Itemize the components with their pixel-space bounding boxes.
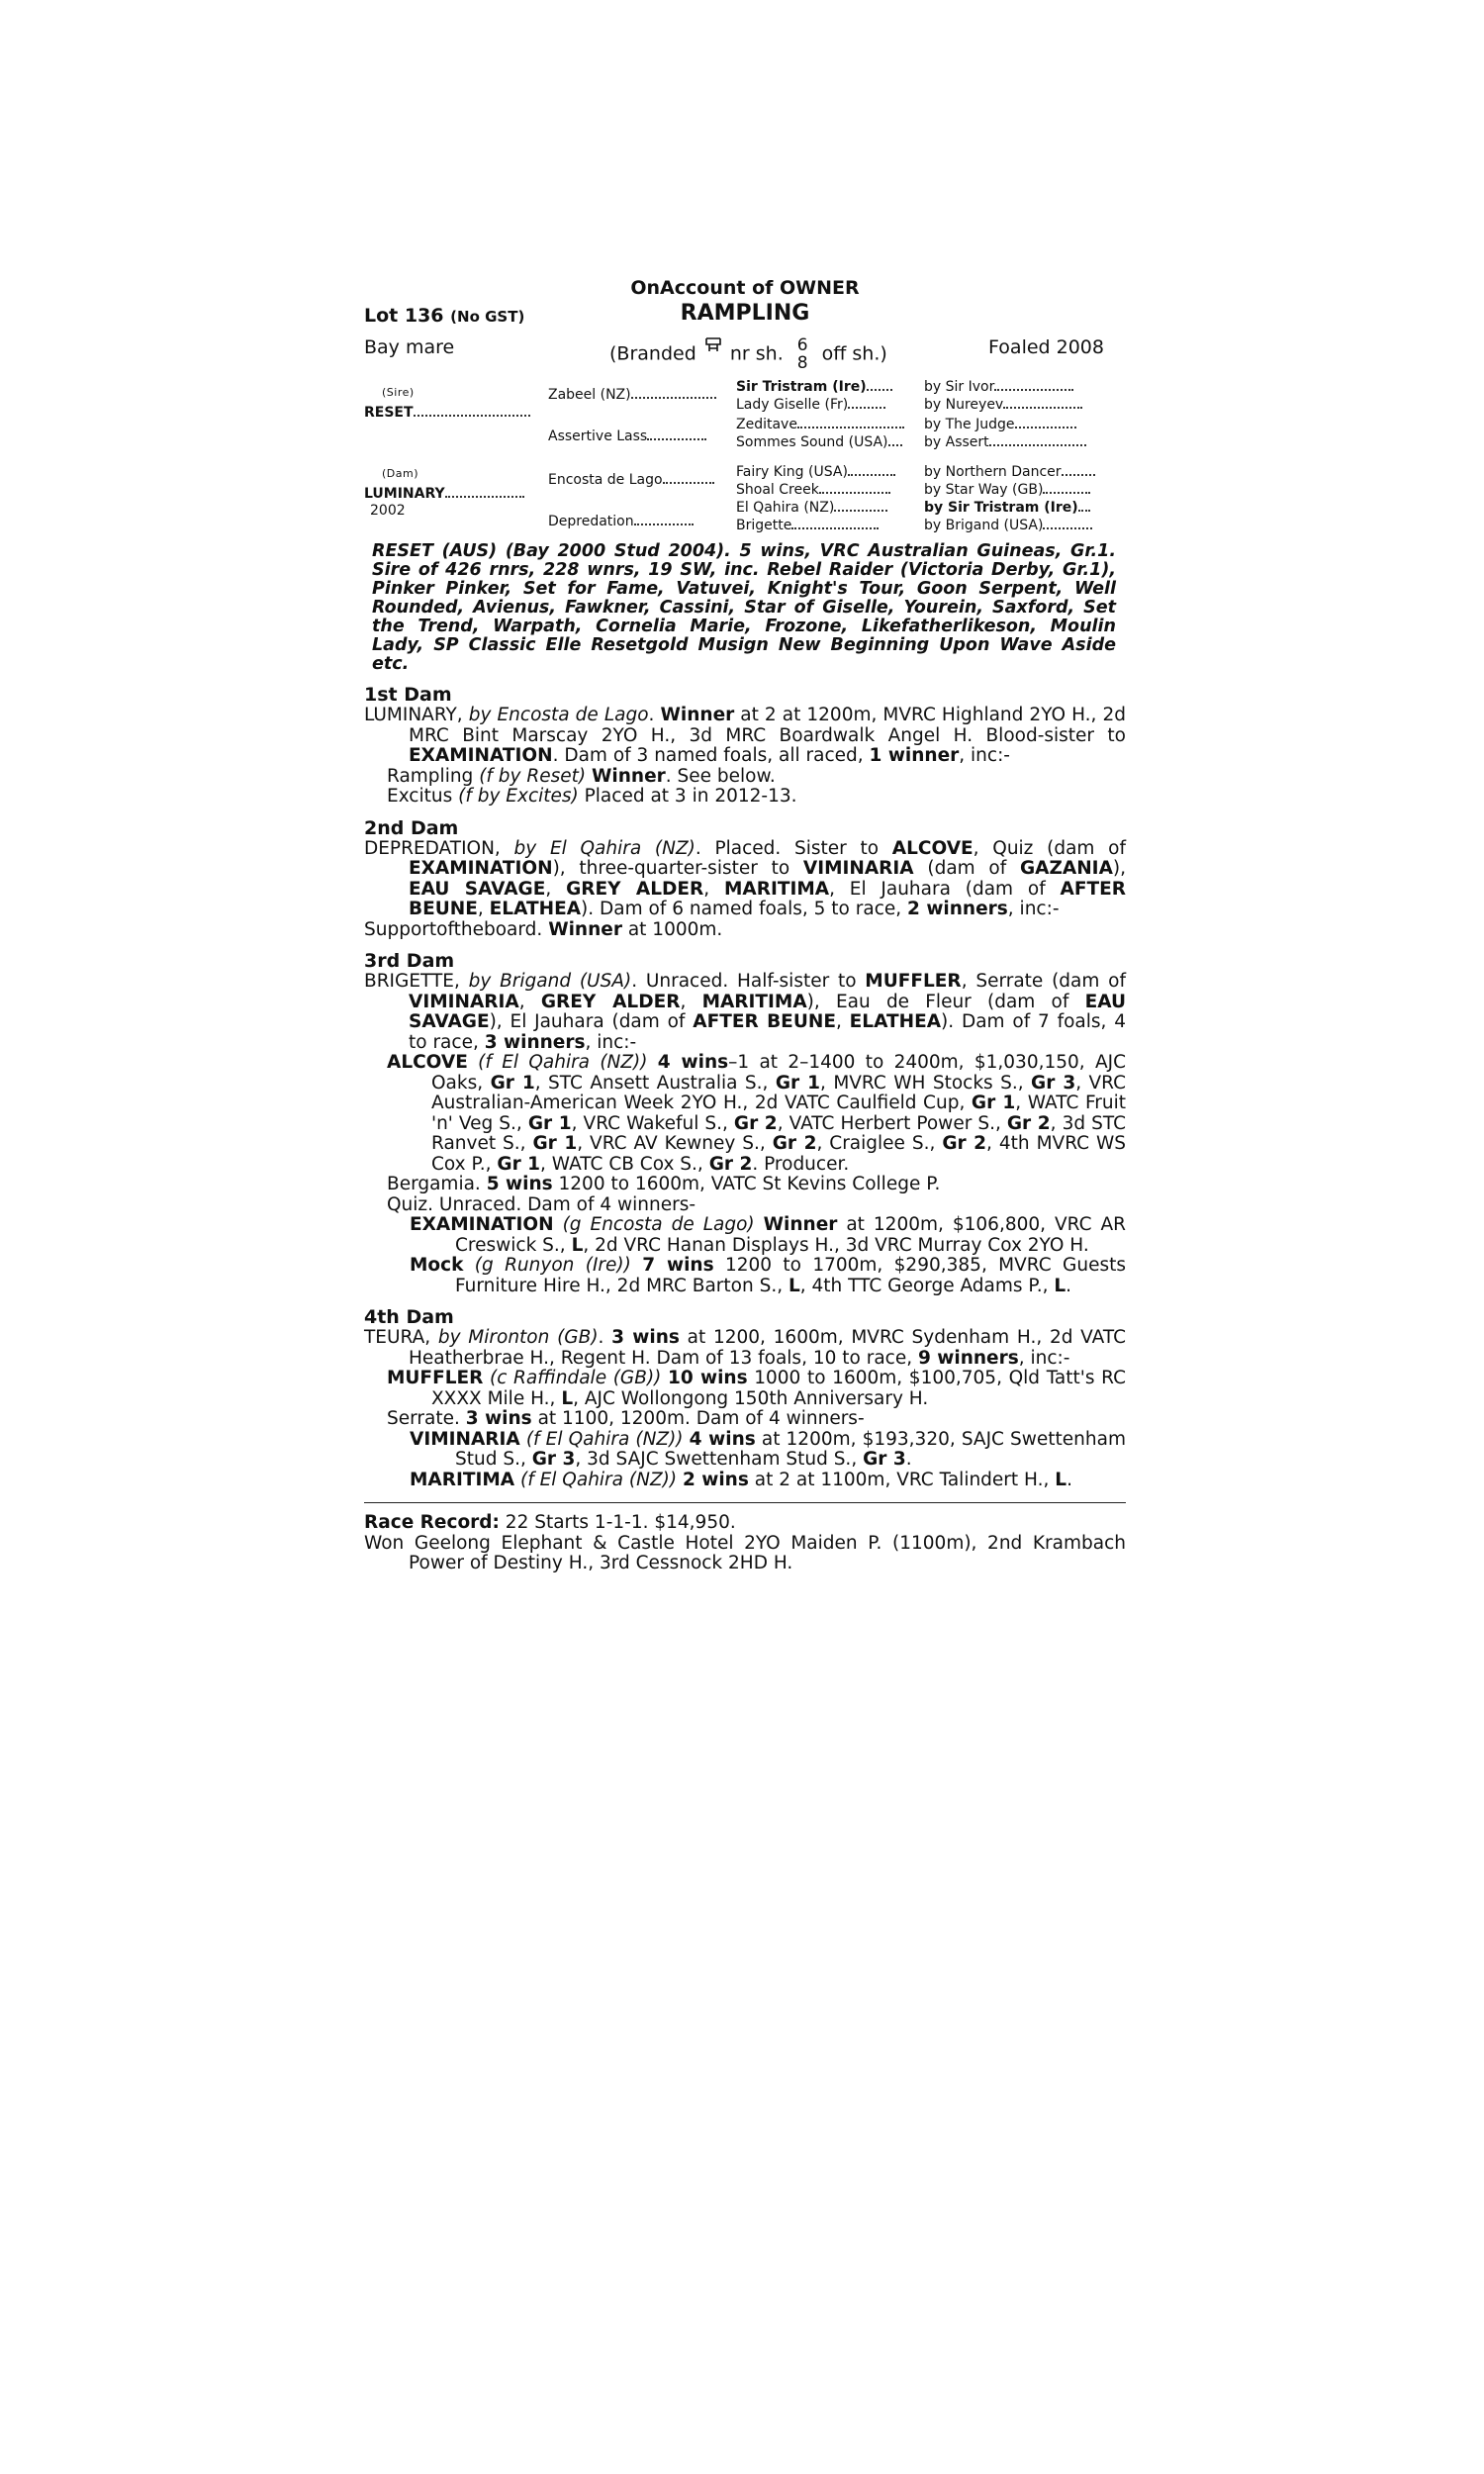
gg-sire-6 <box>924 481 1090 498</box>
bold-text: ELATHEA <box>849 1011 942 1032</box>
grade: Gr 1 <box>775 1072 821 1094</box>
text: at 2 at 1200m, MVRC Highland 2YO H., 2d MRC Bint Marscay 2YO H., 3d MRC Boardwalk Angel H. Blood-sister to <box>409 705 1126 746</box>
gg-sire-1-text: by Sir Ivor <box>924 379 995 395</box>
grandsire-1 <box>548 386 716 403</box>
granddam-1 <box>548 428 706 444</box>
text: . Unraced. Half-sister to <box>631 971 866 992</box>
horse-name: Serrate. <box>387 1408 466 1429</box>
second-dam-section <box>364 817 1126 941</box>
dot-leader <box>631 386 716 399</box>
sire-ref: by Brigand (USA) <box>459 971 632 992</box>
horse-sire: (c Raffindale (GB)) <box>483 1368 669 1388</box>
text: , <box>835 1011 850 1032</box>
grandsire-1-text: Zabeel (NZ) <box>548 387 631 403</box>
grade: Gr 1 <box>490 1072 535 1094</box>
quiz-entry: Quiz. Unraced. Dam of 4 winners- <box>387 1193 696 1215</box>
text: ). Dam of 6 named foals, 5 to race, <box>581 899 908 919</box>
dot-leader <box>994 378 1073 391</box>
foal-name: Excitus <box>387 786 459 807</box>
bold-text: ELATHEA <box>489 899 582 919</box>
granddam-2 <box>548 513 694 529</box>
dot-leader <box>989 433 1086 446</box>
vendor-line: OnAccount of OWNER <box>630 277 860 299</box>
bold-text: EAU SAVAGE <box>409 878 546 900</box>
dot-leader <box>414 404 530 417</box>
foal-sire: (f by Excites) <box>458 786 585 807</box>
bold-text: 3 wins <box>465 1408 532 1429</box>
ggparent-3-text: Zeditave <box>736 417 797 432</box>
ggparent-5-text: Fairy King (USA) <box>736 464 848 480</box>
dam-name: BRIGETTE, <box>364 971 460 992</box>
text: , <box>703 878 724 900</box>
horse-sire: (g Encosta de Lago) <box>553 1214 764 1235</box>
gg-sire-3 <box>924 416 1076 432</box>
grandsire-2 <box>548 471 714 488</box>
dam-name: LUMINARY, <box>364 705 463 725</box>
grade: Gr 1 <box>497 1153 541 1175</box>
second-dam-heading: 2nd Dam <box>364 816 459 839</box>
foal-entry-supportoftheboard <box>364 920 1126 941</box>
third-dam-heading: 3rd Dam <box>364 950 455 972</box>
text: ), El Jauhara (dam of <box>489 1011 694 1032</box>
ggparent-6 <box>736 481 890 498</box>
sire-ref: by El Qahira (NZ) <box>500 837 696 859</box>
examination-entry <box>364 1215 1126 1256</box>
text: , VATC Herbert Power S., <box>777 1112 1007 1134</box>
race-record-detail: Won Geelong Elephant & Castle Hotel 2YO Maiden P. (1100m), 2nd Krambach Power of Destiny H., 3rd Cessnock 2HD H. <box>364 1532 1126 1573</box>
grade: Gr 3 <box>1031 1072 1076 1094</box>
dot-leader <box>1043 517 1092 529</box>
ggparent-4 <box>736 433 902 450</box>
granddam-2-text: Depredation <box>548 514 634 529</box>
brand-offside-number <box>797 336 808 372</box>
text: , 4th MVRC WS Cox P., <box>431 1133 1127 1175</box>
bold-text: GREY ALDER <box>540 991 681 1012</box>
horse-sire: (f El Qahira (NZ)) <box>467 1052 658 1073</box>
lot-row <box>364 301 1126 331</box>
ggparent-3 <box>736 416 904 432</box>
horse-name: MARITIMA <box>410 1469 515 1490</box>
text: , VRC Wakeful S., <box>571 1112 734 1134</box>
text: , <box>545 878 567 900</box>
race-record <box>364 1513 1126 1534</box>
bold-text: EAU SAVAGE <box>409 991 1127 1032</box>
text: , <box>518 991 541 1012</box>
text: , STC Ansett Australia S., <box>534 1072 776 1094</box>
pedigree-table <box>364 372 1126 532</box>
text: at 1200m, $106,800, VRC AR Creswick S., <box>455 1214 1126 1256</box>
text: , AJC Wollongong 150th Anniversary H. <box>573 1387 929 1409</box>
ggparent-7-text: El Qahira (NZ) <box>736 500 835 516</box>
grade: Gr 2 <box>772 1133 817 1154</box>
text: . <box>1067 1469 1072 1490</box>
text: , inc:- <box>1018 1347 1070 1369</box>
horse-name: ALCOVE <box>387 1052 468 1073</box>
text: , El Jauhara (dam of <box>829 878 1061 900</box>
brand-num-top: 6 <box>796 335 808 355</box>
grade: Gr 2 <box>708 1153 753 1175</box>
text: at 1100, 1200m. Dam of 4 winners- <box>531 1408 865 1429</box>
text: , 4th TTC George Adams P., <box>799 1275 1055 1296</box>
race-record-value: 22 Starts 1-1-1. $14,950. <box>499 1512 736 1533</box>
lot-label: Lot 136 <box>364 305 444 327</box>
sire-label: (Sire) <box>382 386 415 399</box>
bold-text: 3 winners <box>484 1031 586 1053</box>
bold-text: EXAMINATION <box>409 745 553 766</box>
bold-text: Winner <box>763 1214 838 1235</box>
grade: Gr 3 <box>531 1449 576 1470</box>
horse-name: VIMINARIA <box>410 1428 520 1450</box>
horse-sex: Bay mare <box>364 336 455 358</box>
text: , inc:- <box>959 745 1010 766</box>
text: , VRC Australian-American Week 2YO H., 2d VATC Caulfield Cup, <box>431 1072 1127 1113</box>
text: , Craiglee S., <box>816 1133 943 1154</box>
dam-name <box>364 485 524 502</box>
viminaria-entry <box>364 1430 1126 1471</box>
gst-note: (No GST) <box>450 308 525 326</box>
dam-foal-year: 2002 <box>370 503 406 519</box>
muffler-entry <box>364 1369 1126 1409</box>
brand-info <box>609 336 887 372</box>
ggparent-5 <box>736 463 895 480</box>
third-dam-entry <box>364 972 1126 1053</box>
text: , WATC CB Cox S., <box>540 1153 709 1175</box>
grade: L <box>561 1387 574 1409</box>
grade: Gr 2 <box>942 1133 987 1154</box>
horse-name: EXAMINATION <box>410 1214 554 1235</box>
text: . See below. <box>665 765 776 787</box>
description-row <box>364 331 1126 372</box>
foaled-year: Foaled 2008 <box>988 336 1104 358</box>
sire-ref: by Mironton (GB) <box>430 1327 599 1348</box>
mock-entry <box>364 1256 1126 1296</box>
bold-text: 7 wins <box>642 1255 714 1276</box>
foal-entry-rampling <box>364 767 1126 788</box>
bold-text: 1 winner <box>869 745 960 766</box>
text: , <box>680 991 702 1012</box>
gg-sire-5 <box>924 463 1095 480</box>
text: . <box>648 705 661 725</box>
dot-leader <box>791 517 879 529</box>
dam-name: TEURA, <box>364 1327 431 1348</box>
horse-sire: (f El Qahira (NZ)) <box>514 1469 683 1490</box>
bold-text: MUFFLER <box>865 971 962 992</box>
gg-sire-5-text: by Northern Dancer <box>924 464 1062 480</box>
grade: L <box>1055 1469 1067 1490</box>
text: , 2d VRC Hanan Displays H., 3d VRC Murray Cox 2YO H. <box>583 1234 1089 1256</box>
bold-text: Winner <box>591 765 666 787</box>
fourth-dam-entry <box>364 1328 1126 1369</box>
granddam-1-text: Assertive Lass <box>548 428 648 444</box>
dot-leader <box>797 416 904 428</box>
ggparent-1 <box>736 378 892 395</box>
text: at 1200, 1600m, MVRC Sydenham H., 2d VATC Heatherbrae H., Regent H. Dam of 13 foals, 10 to race, <box>409 1327 1127 1369</box>
dam-text: LUMINARY <box>364 486 445 502</box>
dot-leader <box>1003 396 1082 409</box>
horse-sire: (g Runyon (Ire)) <box>463 1255 643 1276</box>
bold-text: EXAMINATION <box>409 858 553 879</box>
grade: Gr 1 <box>532 1133 578 1154</box>
fourth-dam-heading: 4th Dam <box>364 1306 454 1328</box>
sire-ref: by Encosta de Lago <box>468 705 649 725</box>
text: . Dam of 3 named foals, all raced, <box>552 745 870 766</box>
gg-sire-3-text: by The Judge <box>924 417 1015 432</box>
bold-text: 3 wins <box>611 1327 680 1348</box>
gg-sire-4-text: by Assert <box>924 434 989 450</box>
first-dam-section <box>364 684 1126 808</box>
grade: L <box>1054 1275 1067 1296</box>
bold-text: Winner <box>660 705 735 725</box>
grade: Gr 2 <box>1006 1112 1051 1134</box>
ggparent-8-text: Brigette <box>736 518 792 533</box>
horse-name: RAMPLING <box>680 301 810 326</box>
bold-text: 2 winners <box>907 899 1008 919</box>
bold-text: Winner <box>548 918 622 940</box>
ggparent-6-text: Shoal Creek <box>736 482 819 498</box>
grade: Gr 3 <box>863 1449 906 1470</box>
text: 1200 to 1600m, VATC St Kevins College P. <box>552 1174 941 1194</box>
dot-leader <box>634 513 694 525</box>
text: , inc:- <box>585 1031 637 1053</box>
second-dam-entry <box>364 839 1126 920</box>
foal-name: Rampling <box>387 765 480 787</box>
bold-text: MARITIMA <box>723 878 830 900</box>
ggparent-7 <box>736 499 887 516</box>
bold-text: 10 wins <box>668 1368 748 1388</box>
section-divider <box>364 1502 1126 1503</box>
dot-leader <box>1078 499 1090 512</box>
text: , VRC AV Kewney S., <box>577 1133 773 1154</box>
sire-summary: RESET (AUS) (Bay 2000 Stud 2004). 5 wins, VRC Australian Guineas, Gr.1. Sire of 426 rnrs, 228 wnrs, 19 SW, inc. Rebel Raider (Victoria Derby, Gr.1), Pinker Pinker, Set for Fame, Vatuvei, Knight's Tour, Goon Serpent, Well Rounded, Avienus, Fawkner, Cassini, Star of Giselle, Yourein, Saxford, Set the Trend, Warpath, Cornelia Marie, Frozone, Likefatherlikeson, Moulin Lady, SP Classic Elle Resetgold Musign New Beginning Upon Wave Aside etc. <box>372 541 1116 674</box>
text: ), <box>1112 858 1126 879</box>
first-dam-heading: 1st Dam <box>364 684 452 706</box>
gg-sire-8-text: by Brigand (USA) <box>924 518 1044 533</box>
grade: L <box>571 1234 584 1256</box>
bold-text: MARITIMA <box>701 991 807 1012</box>
ggparent-2 <box>736 396 885 413</box>
text: , WATC Fruit 'n' Veg S., <box>431 1093 1126 1134</box>
dot-leader <box>848 396 885 409</box>
text: , 3d STC Ranvet S., <box>431 1112 1126 1154</box>
grade: Gr 2 <box>733 1112 778 1134</box>
gg-sire-7 <box>924 499 1090 516</box>
bold-text: 2 wins <box>682 1469 749 1490</box>
dot-leader <box>1062 463 1095 476</box>
text: , inc:- <box>1007 899 1060 919</box>
bold-text: 4 wins <box>689 1428 756 1450</box>
alcove-entry <box>364 1053 1126 1175</box>
bold-text: GREY ALDER <box>566 878 704 900</box>
text: 1000 to 1600m, $100,705, Qld Tatt's RC XXXX Mile H., <box>431 1368 1126 1409</box>
fourth-dam-section <box>364 1306 1126 1490</box>
horse-name: MUFFLER <box>387 1368 484 1388</box>
horse-name: Mock <box>410 1255 464 1276</box>
bold-text: 4 wins <box>657 1052 729 1073</box>
dot-leader <box>1015 416 1076 428</box>
dot-leader <box>663 471 714 484</box>
brand-num-bottom: 8 <box>796 353 808 373</box>
first-dam-entry <box>364 706 1126 767</box>
text: . <box>1066 1275 1072 1296</box>
dot-leader <box>867 378 892 391</box>
dot-leader <box>819 481 890 494</box>
text: Placed at 3 in 2012-13. <box>584 786 797 807</box>
serrate-entry <box>364 1409 1126 1430</box>
gg-sire-2-text: by Nureyev <box>924 397 1004 413</box>
grade: Gr 1 <box>527 1112 572 1134</box>
text: at 1200m, $193,320, SAJC Swettenham Stud S., <box>455 1428 1126 1470</box>
sire-name <box>364 404 530 421</box>
text: . Producer. <box>752 1153 850 1175</box>
bold-text: VIMINARIA <box>409 991 519 1012</box>
gg-sire-1 <box>924 378 1073 395</box>
foal-sire: (f by Reset) <box>479 765 592 787</box>
ggparent-4-text: Sommes Sound (USA) <box>736 434 888 450</box>
brand-near-side: nr sh. <box>729 342 784 365</box>
horse-sire: (f El Qahira (NZ)) <box>519 1428 690 1450</box>
bold-text: ALCOVE <box>891 837 974 859</box>
text: , 3d SAJC Swettenham Stud S., <box>575 1449 864 1470</box>
brand-off-side: off sh.) <box>821 342 887 365</box>
bold-text: 9 winners <box>917 1347 1019 1369</box>
text: ). Dam of 7 foals, 4 to race, <box>409 1011 1126 1053</box>
ggparent-8 <box>736 517 879 533</box>
bergamia-entry <box>364 1175 1126 1195</box>
text: (dam of <box>913 858 1020 879</box>
dot-leader <box>834 499 887 512</box>
text: at 2 at 1100m, VRC Talindert H., <box>748 1469 1056 1490</box>
ggparent-1-text: Sir Tristram (Ire) <box>736 379 867 395</box>
gg-sire-4 <box>924 433 1086 450</box>
bold-text: 5 wins <box>486 1174 553 1194</box>
third-dam-section <box>364 950 1126 1296</box>
horse-name: Bergamia. <box>387 1174 487 1194</box>
text: ), Eau de Fleur (dam of <box>806 991 1085 1012</box>
bold-text: VIMINARIA <box>802 858 914 879</box>
dot-leader <box>848 463 895 476</box>
bold-text: AFTER BEUNE <box>409 878 1126 919</box>
text: , MVRC WH Stocks S., <box>820 1072 1032 1094</box>
bold-text: AFTER BEUNE <box>693 1011 836 1032</box>
catalogue-page <box>364 275 1126 1574</box>
text: at 1000m. <box>621 918 723 940</box>
maritima-entry <box>364 1471 1126 1491</box>
brand-mark-icon <box>704 336 722 352</box>
dam-name: DEPREDATION, <box>364 837 501 859</box>
grandsire-2-text: Encosta de Lago <box>548 472 663 488</box>
grade: L <box>788 1275 800 1296</box>
text: . <box>598 1327 612 1348</box>
race-record-label: Race Record: <box>364 1512 500 1533</box>
text: . <box>905 1449 912 1470</box>
dot-leader <box>647 428 706 440</box>
text: 1200 to 1700m, $290,385, MVRC Guests Furniture Hire H., 2d MRC Barton S., <box>455 1255 1126 1296</box>
gg-sire-2 <box>924 396 1082 413</box>
dot-leader <box>888 433 902 446</box>
foal-entry-excitus <box>364 787 1126 808</box>
grade: Gr 1 <box>971 1093 1016 1113</box>
gg-sire-6-text: by Star Way (GB) <box>924 482 1044 498</box>
dot-leader <box>445 485 524 498</box>
text: . Placed. Sister to <box>695 837 892 859</box>
ggparent-2-text: Lady Giselle (Fr) <box>736 397 849 413</box>
text: ), three-quarter-sister to <box>552 858 803 879</box>
gg-sire-8 <box>924 517 1092 533</box>
sire-text: RESET <box>364 405 414 421</box>
dam-label: (Dam) <box>382 467 419 480</box>
brand-prefix: (Branded <box>609 342 696 365</box>
text: , <box>477 899 490 919</box>
bold-text: GAZANIA <box>1019 858 1113 879</box>
text: , Quiz (dam of <box>973 837 1126 859</box>
dot-leader <box>1043 481 1090 494</box>
text: –1 at 2–1400 to 2400m, $1,030,150, AJC Oaks, <box>431 1052 1126 1094</box>
text: , Serrate (dam of <box>961 971 1126 992</box>
foal-name: Supportoftheboard. <box>364 918 549 940</box>
gg-sire-7-text: by Sir Tristram (Ire) <box>924 500 1078 516</box>
